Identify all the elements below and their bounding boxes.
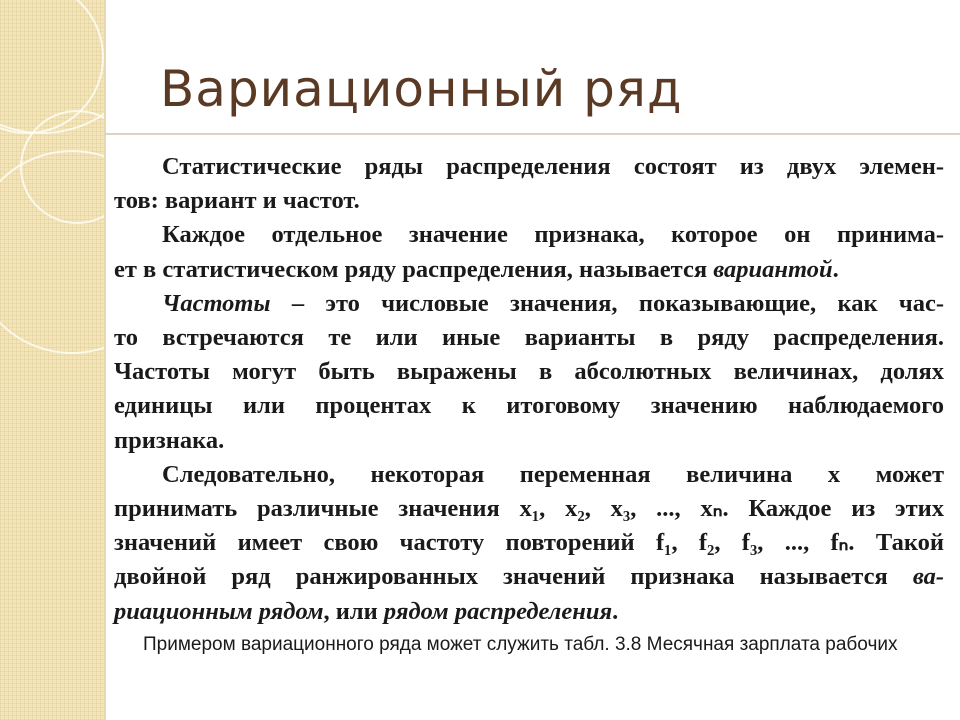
text-fragment: ет в статистическом ряду распределения, называется bbox=[114, 255, 714, 283]
text-line bbox=[114, 560, 944, 594]
term-frequencies: Частоты bbox=[162, 289, 271, 317]
text-line bbox=[114, 253, 944, 287]
text-line: Каждое отдельное значение признака, которое он принима- bbox=[162, 221, 944, 249]
paragraph bbox=[114, 150, 944, 218]
side-panel-edge bbox=[104, 0, 106, 720]
slide-title: Вариационный ряд bbox=[160, 60, 683, 118]
paragraph bbox=[114, 218, 944, 286]
text-line: значений имеет свою частоту повторений f₁, f₂, f₃, ..., fₙ. Такой bbox=[114, 529, 944, 557]
text-fragment: двойной ряд ранжированных значений признака называется bbox=[114, 563, 913, 591]
text-fragment: . bbox=[612, 597, 619, 625]
text-fragment: , или bbox=[323, 597, 384, 625]
decorative-side-panel bbox=[0, 0, 104, 720]
text-line: тов: вариант и частот. bbox=[114, 187, 360, 215]
term-fragment: ва- bbox=[912, 563, 944, 591]
text-line: признака. bbox=[114, 426, 225, 454]
text-fragment: – это числовые значения, показывающие, как час- bbox=[270, 289, 944, 317]
text-line: Частоты могут быть выражены в абсолютных величинах, долях bbox=[114, 358, 944, 386]
text-line bbox=[114, 287, 944, 321]
term-variation-series: риационным рядом bbox=[114, 597, 324, 625]
term-variant: вариантой bbox=[713, 255, 833, 283]
text-fragment: . bbox=[832, 255, 839, 283]
text-line: то встречаются те или иные варианты в ряду распределения. bbox=[114, 324, 944, 352]
text-line: единицы или процентах к итоговому значению наблюдаемого bbox=[114, 392, 944, 420]
scanned-textbook-excerpt bbox=[114, 150, 944, 629]
decorative-circle bbox=[0, 150, 104, 354]
paragraph bbox=[114, 287, 944, 458]
slide-caption: Примером вариационного ряда может служить табл. 3.8 Месячная зарплата рабочих bbox=[143, 634, 898, 655]
text-line: Следовательно, некоторая переменная величина x может bbox=[162, 460, 944, 488]
text-line bbox=[114, 595, 944, 629]
term-distribution-series: рядом распределения bbox=[383, 597, 613, 625]
text-line: принимать различные значения x₁, x₂, x₃, ..., xₙ. Каждое из этих bbox=[114, 495, 944, 523]
paragraph bbox=[114, 458, 944, 629]
title-divider bbox=[104, 133, 960, 135]
text-line: Статистические ряды распределения состоят из двух элемен- bbox=[162, 153, 944, 180]
